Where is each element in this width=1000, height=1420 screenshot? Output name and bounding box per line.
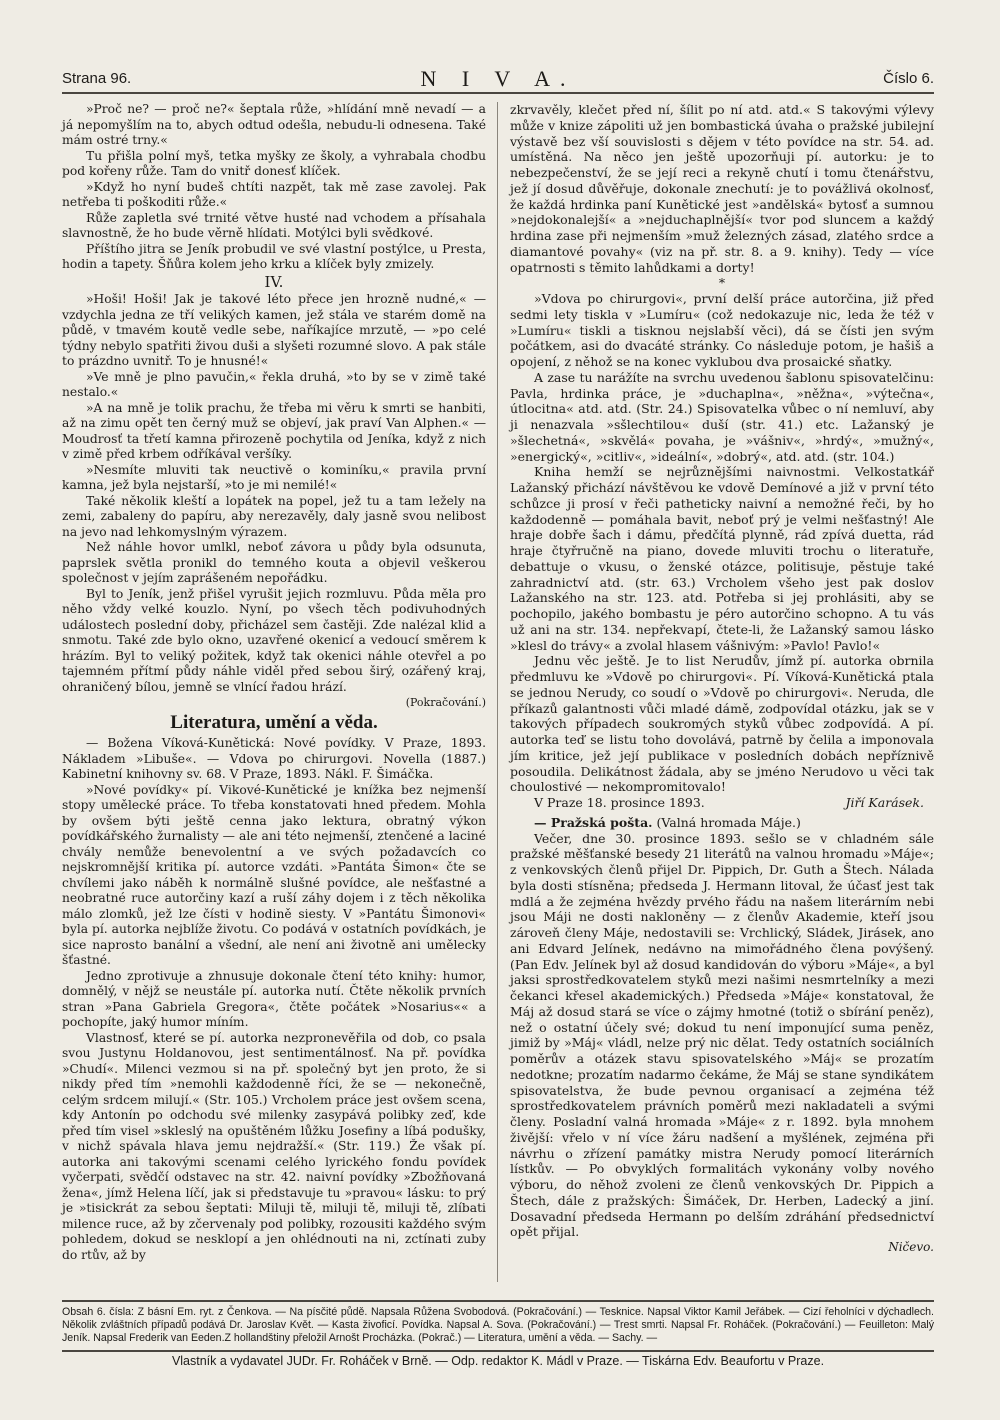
left-column xyxy=(62,102,486,1263)
story-paragraph: »Hoši! Hoši! Jak je takové léto přece jen hrozně nudné,« — vzdychla jedna ze tří velikých kamen, jež stála ve starém domě na půdě, v tmavém koutě vedle sebe, naříkajíce mrzutě, — »po celé týdny nebylo spatřiti živou duši a slyšeti rozumné slovo. A pak stále to prázdno uvnitř. To je hnusné!« xyxy=(62,292,486,368)
signature-author: Jiří Karásek. xyxy=(845,795,924,810)
news-signature: Ničevo. xyxy=(888,1240,934,1254)
story-paragraph: »Ve mně je plno pavučin,« řekla druhá, »to by se v zimě také nestalo.« xyxy=(62,369,486,399)
story-paragraph: »Proč ne? — proč ne?« šeptala růže, »hlídání mně nevadí — a já nepomyšlím na to, abych odtud odešla, nebudu-li odnesena. Také mám ostré trny.« xyxy=(62,102,486,147)
news-subtitle: (Valná hromada Máje.) xyxy=(656,814,801,830)
review-paragraph: »Nové povídky« pí. Vikové-Kunětické je knížka bez nejmenší stopy umělecké práce. To třeba konstatovati hned předem. Mohla by ovšem býti ještě cenna jako lektura, obratný výkon povídkářského žurnalisty — ale ani této nejmenší, ztenčené a laciné chvály nemůže benevolentní a ve svých požadavcích co nejskromnější kritika pí. autorce vzdáti. »Pantáta Šimon« čte se chvílemi jako náběh k normálně slušné povídce, ale nešťastné a neobratné ruce autorčiny kazí a ruší záhy dojem i z těch několika málo zlomků, jež lze čísti v hodině siesty. V »Pantátu Šimonovi« byla pí. autorka nejblíže životu. Co podává v ostatních povídkách, je sice naprosto banální a všední, ale není ani životně ani umělecky šťastné. xyxy=(62,782,486,967)
right-column xyxy=(510,102,934,1256)
review-header: — Božena Víková-Kunětická: Nové povídky. V Praze, 1893. Nákladem »Libuše«. — Vdova po chirurgovi. Novella (1887.) Kabinetní knihovny sv. 68. V Praze, 1893. Nákl. F. Šimáčka. xyxy=(62,736,486,781)
review-paragraph: Jednu věc ještě. Je to list Nerudův, jímž pí. autorka obrnila předmluvu ke »Vdově po chirurgovi«. Pí. Víková-Kunětická ptala se jednou Nerudy, co soudí o »Vdově po chirurgovi«. Neruda, dle příkazů galantnosti vůči mladé dámě, zodpovídal otázku, jak se v takových případech soukromých styků vůbec zodpovídá. A pí. autorka teď se listu toho dovolává, patrně by čelila a imponovala jím kritice, jež její publikace v posledních dobách nepříznivě posoudila. Delikátnost žádala, aby se jméno Nerudovo u věci tak choulostivé — nekompromitovalo! xyxy=(510,653,934,795)
page-header xyxy=(62,68,934,90)
news-title: — Pražská pošta. xyxy=(534,814,653,830)
issue-contents: Obsah 6. čísla: Z básní Em. ryt. z Čenkova. — Na písčité půdě. Napsala Růžena Svobodová. (Pokračování.) — Tesknice. Napsal Viktor Kamil Jeřábek. — Cizí řeholníci v dýchadlech. Několik zvláštních případů podává Dr. Jaroslav Květ. — Kasta živoficí. Povídka. Napsal A. Sova. (Pokračování.) — Trest smrti. Napsal Fr. Roháček. (Pokračování.) — Feuilleton: Malý Jeník. Napsal Frederik van Eeden.Z hollandštiny přeložil Arnošt Procházka. (Pokrač.) — Literatura, umění a věda. — Sachy. — xyxy=(62,1306,934,1344)
imprint-line: Vlastník a vydavatel JUDr. Fr. Roháček v Brně. — Odp. redaktor K. Mádl v Praze. — Tiskárna Edv. Beaufortu v Praze. xyxy=(171,1354,825,1368)
review-paragraph: Jedno zprotivuje a zhnusuje dokonale čtení této knihy: humor, domnělý, v nějž se neustále pí. autorka nutí. Čtěte několik prvních stran »Pana Gabriela Gregora«, čtěte počátek »Nosarius«« a pochopíte, jaký humor míním. xyxy=(62,968,486,1029)
story-paragraph: Růže zapletla své trnité větve husté nad vchodem a přísahala slavnostně, že ho bude věrně hlídati. Motýlci byli svědkové. xyxy=(62,210,486,240)
story-paragraph: Tu přišla polní myš, tetka myšky ze školy, a vyhrabala chodbu pod kořeny růže. Tam do vnitř donesť klíček. xyxy=(62,148,486,178)
review-paragraph: Vlastnosť, které se pí. autorka nezpronevěřila od dob, co psala svou Justynu Holdanovou, jest sentimentálnosť. Na př. povídka »Chudí«. Milenci vezmou si na př. společný byt jen proto, že si nikdy před tím »nemohli každodenně říci, že se — nekonečně, celým srdcem milují.« (Str. 105.) Vrcholem práce jest ovšem scena, kdy Antonín po odchodu své milenky zasypává polibky zeď, kde před tím visel »skleslý na opuštěném lůžku Josefiny a líbá podušky, v nichž spávala hlava jemu nejdražší.« (Str. 119.) Že však pí. autorka ani takovými scenami celého lyrického fondu povídek vyčerpati, svědčí odstavec na str. 42. naivní povídky »Zbožňovaná žena«, jímž Helena líčí, jak si představuje tu »pravou« lásku: to prý je »tisickrát za sebou šeptati: Miluji tě, miluji tě, miluji tě, zlíbati milence ruce, až by zčervenaly pod polibky, rozousiti každého svým pohledem, dokud se nesklopí a jen ohlédnouti na ni, zctínati zuby do rtův, až by xyxy=(62,1030,486,1262)
section-break-star: * xyxy=(718,275,726,291)
header-rule xyxy=(62,92,934,94)
review-signature xyxy=(510,795,934,811)
story-paragraph: Příštího jitra se Jeník probudil ve své vlastní postýlce, u Presta, hodin a tapety. Šňůra kolem jeho krku a klíček byly zmizely. xyxy=(62,241,486,271)
review-paragraph: »Vdova po chirurgovi«, první delší práce autorčina, již před sedmi lety tiskla v »Lumíru« (což nedokazuje nic, leda že též v »Lumíru« tiskli a tisknou nejslabší věci), dá se čísti jen svým počátkem, asi do dvacáté stránky. Co následuje potom, je hašiš a opojení, z něhož se na konec vyklubou dva prosaické sňatky. xyxy=(510,291,934,369)
story-paragraph: Také několik kleští a lopátek na popel, jež tu a tam ležely na zemi, zabaleny do papíru, aby nerezavěly, daly jasně svou nelibost na jevo nad lehkomyslným výrazem. xyxy=(62,493,486,539)
story-paragraph: »A na mně je tolik prachu, že třeba mi věru k smrti se hanbiti, až na zimu opět ten černý muž se objeví, jak praví Van Alphen.« — Moudrosť ta třetí kamna přirozeně pochytila od Jeníka, když z nich v zimě před krbem odříkával veršíky. xyxy=(62,400,486,461)
review-paragraph: A zase tu narážíte na svrchu uvedenou šablonu spisovatelčinu: Pavla, hrdinka práce, je »duchaplna«, »něžna«, »výtečna«, útlocitna« atd. atd. (Str. 24.) Spisovatelka vůbec o ní nemluví, aby ji nenazvala »sšlechtilou« duší (str. 41.) etc. Lažanský je »šlechetná«, »skvělá« povaha, je »vášniv«, »hrdý«, »mužný«, »energický«, »citliv«, »ideální«, »dobrý«, atd. atd. (str. 104.) xyxy=(510,369,934,464)
journal-title: N I V A. xyxy=(420,66,576,91)
continuation-note: (Pokračování.) xyxy=(405,696,486,709)
news-paragraph: Večer, dne 30. prosince 1893. sešlo se v chladném sále pražské měšťanské besedy 21 literátů na valnou hromadu »Máje«; z venkovských členů přijel Dr. Pippich, Dr. Guth a Štech. Nálada byla dosti stísněna; předseda J. Hermann litoval, že účasť jest tak mdlá a že zejména hvězdy prvého řádu na našem literárním nebi jsou Máji ne dosti nakloněny — z členův Akademie, kteří jsou zároveň členy Máje, nedostavili se: Vrchlický, Sládek, Jirásek, ano ani Edvard Jelínek, nedávno na mimořádného člena povýšený. (Pan Edv. Jelínek byl až dosud kandidován do výboru »Máje«, a byl jaksi sprostředkovatelem styků mezi našimi nesmrtelníky a mezi čekanci křesel akademických.) Předseda »Máje« konstatoval, že Máj až dosud stará se více o zájmy hmotné (totiž o sbírání peněz), než o ostatní účely své; dokud tu není imponující suma peněz, jimiž by »Máj« vládl, nelze prý nic dělat. Tedy ostatních sociálních poměrův a otázek stavu spisovatelského »Máj« se prozatím nedotkne; prozatím nadarmo čekáme, že Máj se stane syndikátem spisovatelstva, že bude pevnou organisací a zejména též sprostředkovatelem právních poměrů mezi nakladateli a svými členy. Posladní valná hromada »Máje« z r. 1892. byla mnohem živější: vřelo v ní více žáru nadšení a myšlének, zejména při návrhu o zřízení památky mistra Nerudy pomocí literárních lístkův. — Po obvyklých formalitách vykonány volby nového výboru, do něhož zvoleni ze členů venkovských Dr. Pippich a Štech, dále z pražských: Šimáček, Dr. Herben, Ladecký a jiní. Dosavadní předseda Hermann po delším zdráhání předsednictví opět přijal. xyxy=(510,830,934,1240)
review-paragraph: zkrvavěly, klečet před ní, šílit po ní atd. atd.« S takovými výlevy může v knize zápoliti už jen bombastická úvaha o pražské jubilejní výstavě bez vší souvislosti s dějem v této povídce na str. 54. ad. umístěná. Na něco jen ještě upozorňuji pí. autorku: je to nebezpečenství, že se její reci a rekyně chutí i tomu čtenářstvu, jež jí dosud důvěřuje, dokonale znechutí: je to povážlivá okolnosť, že každá hrdinka paní Kunětické jest »andělská« bytosť a sumnou »nejdokonalejší« a »nejduchaplnější« tvor pod sluncem a každý hrdina zase při nejmenším »muž železných zásad, zlatého srdce a diamantové povahy« (viz na př. str. 8. a 9. knihy). Tedy — více opatrnosti s těmito lahůdkami a dorty! xyxy=(510,102,934,275)
story-paragraph: Než náhle hovor umlkl, neboť závora u půdy byla odsunuta, paprslek světla pronikl do temného kouta a objevil veškerou společnost v jejím zaprášeném nepořádku. xyxy=(62,540,486,585)
page-number: Strana 96. xyxy=(62,70,132,87)
signature-place-date: V Praze 18. prosince 1893. xyxy=(534,795,705,810)
issue-number: Číslo 6. xyxy=(883,70,934,87)
story-paragraph: Byl to Jeník, jenž přišel vyrušit jejich rozmluvu. Půda měla pro něho vždy velké kouzlo. Nyní, po všech těch podivuhodných událostech poslední doby, přicházel sem častěji. Zde nalézal klid a snmotu. Také zde bylo okno, uzavřené okenicí a vedoucí směrem k hrázím. Byl to veliký požitek, když tak okenici náhle otevřel a po tajemném přítmí půdy náhle viděl před sebou širý, ozářený kraj, ohraničený bílou, jemně se vlnící řadou hrází. xyxy=(62,586,486,694)
news-heading xyxy=(510,815,934,831)
review-paragraph: Kniha hemží se nejrůznějšími naivnostmi. Velkostatkář Lažanský přichází návštěvou ke vdově Demínové a již v první této schůzce ji prosí v řeči patheticky naivní a nemožné řeči, by ho každodenně — pomáhala bavit, neboť prý je velmi nešťastný! Ale hraje dobře šach i dámu, předčítá plynně, rád zpívá duetta, rád hraje čtyřručně na piano, dovede mluviti trochu o literatuře, debattuje o vkusu, o ženské otázce, politisuje, pěstuje také zahradnictví atd. (str. 63.) Vrcholem všeho jest pak doslov Lažanského na str. 123. atd. Potřeba si jej prohlásiti, aby se pochopilo, jakého bombastu je péro autorčino schopno. A tu vás už ani na str. 134. nepřekvapí, čtete-li, že Lažanský samou lásko »klesl do trávy« a zvolal hlasem vášnivým: »Pavlo! Pavlo!« xyxy=(510,464,934,653)
footer-rule-top xyxy=(62,1300,934,1302)
footer-rule-bottom xyxy=(62,1350,934,1352)
chapter-number: IV. xyxy=(264,272,284,291)
column-divider xyxy=(497,102,498,1282)
story-paragraph: »Když ho nyní budeš chtíti nazpět, tak mě zase zavolej. Pak netřeba ti poškoditi růže.« xyxy=(62,179,486,209)
section-heading: Literatura, umění a věda. xyxy=(170,711,378,733)
story-paragraph: »Nesmíte mluviti tak neuctivě o kominíku,« pravila první kamna, jež byla nejstarší, »to je mi nemilé!« xyxy=(62,462,486,492)
